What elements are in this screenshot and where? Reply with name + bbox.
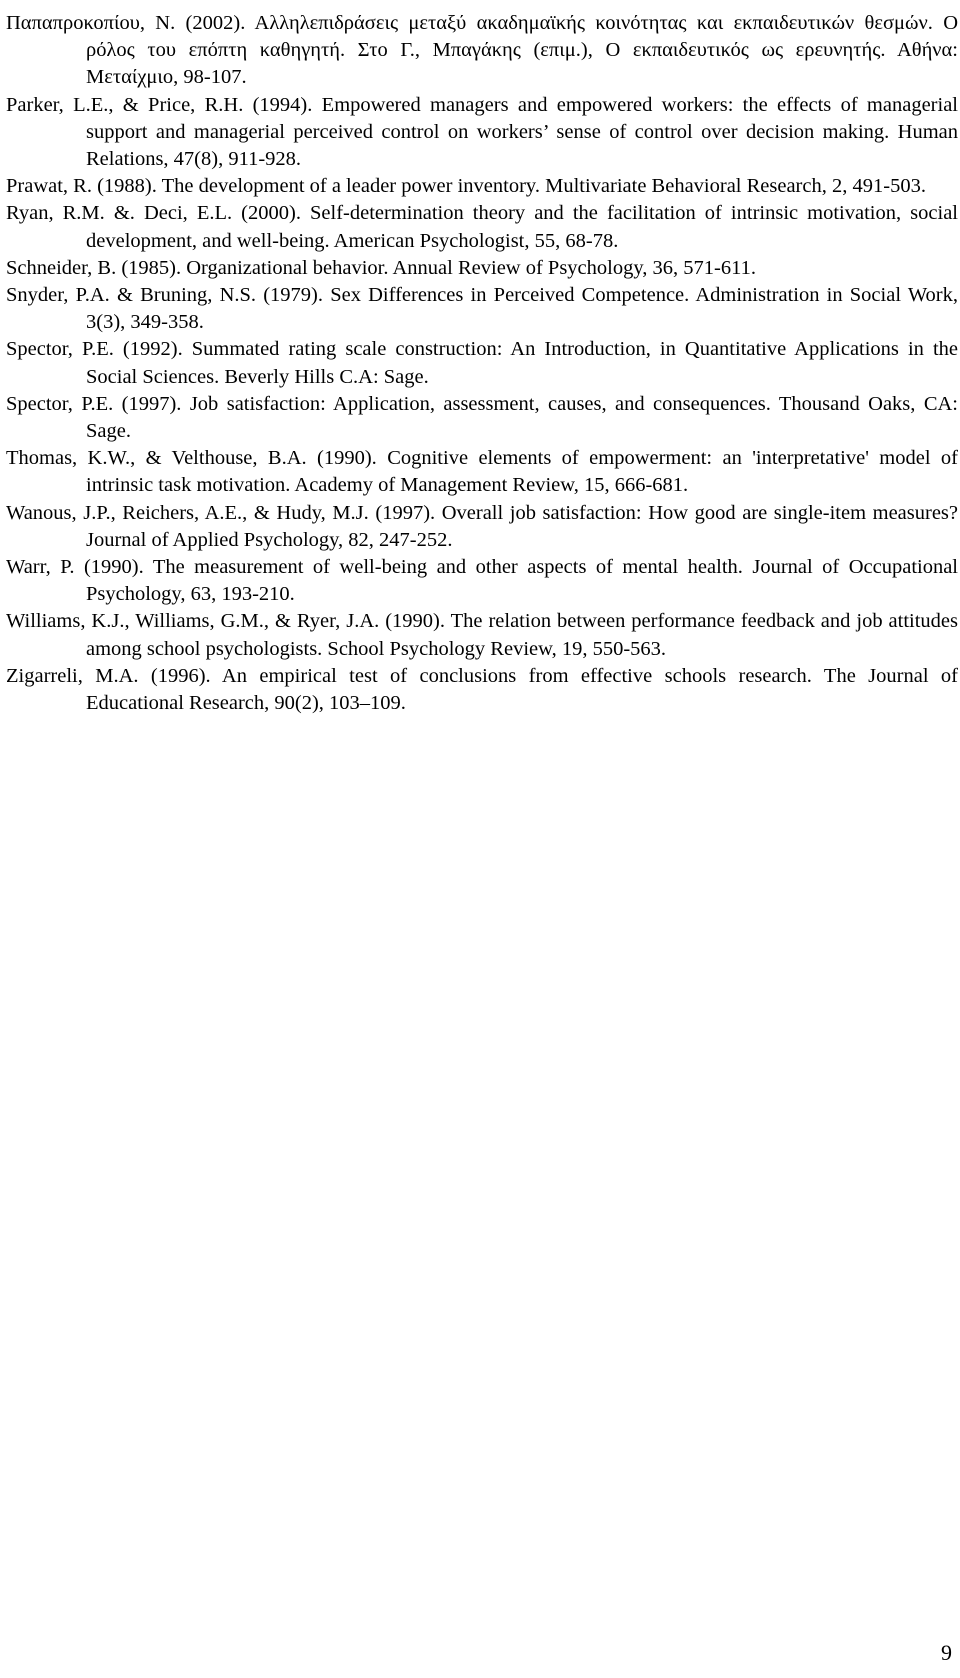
reference-entry: Schneider, B. (1985). Organizational behavior. Annual Review of Psychology, 36, 571-611. [6, 256, 756, 279]
reference-entry: Spector, P.E. (1997). Job satisfaction: Application, assessment, causes, and consequences. Thousand Oaks, CA: Sage. [6, 392, 958, 443]
reference-entry: Παπαπροκοπίου, Ν. (2002). Αλληλεπιδράσεις μεταξύ ακαδημαϊκής κοινότητας και εκπαιδευτικών θεσμών. Ο ρόλος του επόπτη καθηγητή. Στο Γ., Μπαγάκης (επιμ.), Ο εκπαιδευτικός ως ερευνητής. Αθήνα: Μεταίχμιο, 98-107. [6, 12, 958, 89]
reference-list [6, 10, 958, 717]
reference-entry: Wanous, J.P., Reichers, A.E., & Hudy, M.J. (1997). Overall job satisfaction: How good are single-item measures? Journal of Applied Psychology, 82, 247-252. [6, 501, 958, 551]
reference-entry: Prawat, R. (1988). The development of a leader power inventory. Multivariate Behavioral Research, 2, 491-503. [6, 175, 926, 198]
reference-entry: Williams, K.J., Williams, G.M., & Ryer, J.A. (1990). The relation between performance feedback and job attitudes among school psychologists. School Psychology Review, 19, 550-563. [6, 610, 958, 660]
reference-entry: Snyder, P.A. & Bruning, N.S. (1979). Sex Differences in Perceived Competence. Administration in Social Work, 3(3), 349-358. [6, 284, 958, 334]
reference-entry: Warr, P. (1990). The measurement of well-being and other aspects of mental health. Journal of Occupational Psychology, 63, 193-210. [6, 556, 958, 606]
page-number: 9 [941, 1640, 952, 1665]
reference-entry: Parker, L.E., & Price, R.H. (1994). Empowered managers and empowered workers: the effects of managerial support and managerial perceived control on workers’ sense of control over decision making. Human Relations, 47(8), 911-928. [6, 93, 958, 171]
reference-entry: Spector, P.E. (1992). Summated rating scale construction: An Introduction, in Quantitative Applications in the Social Sciences. Beverly Hills C.A: Sage. [6, 338, 958, 388]
reference-entry: Zigarreli, M.A. (1996). An empirical test of conclusions from effective schools research. The Journal of Educational Research, 90(2), 103–109. [6, 664, 958, 715]
reference-entry: Ryan, R.M. &. Deci, E.L. (2000). Self-determination theory and the facilitation of intrinsic motivation, social development, and well-being. American Psychologist, 55, 68-78. [6, 202, 958, 252]
reference-entry: Thomas, K.W., & Velthouse, B.A. (1990). Cognitive elements of empowerment: an 'interpretative' model of intrinsic task motivation. Academy of Management Review, 15, 666-681. [6, 447, 958, 497]
